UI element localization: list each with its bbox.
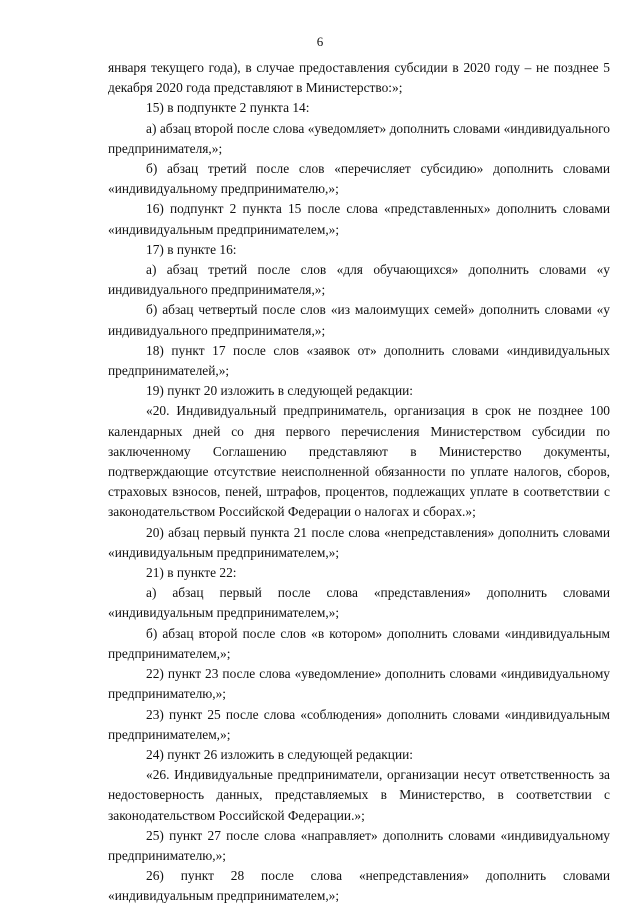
document-body xyxy=(108,58,610,907)
paragraph-item-19: 19) пункт 20 изложить в следующей редакции: xyxy=(146,383,414,399)
paragraph-quote-20: «20. Индивидуальный предприниматель, организация в срок не позднее 100 календарных дней со дня первого перечисления Министерством субсидии по заключенному Соглашению представляют в Министерство документы, подтверждающие отсутствие неисполненной обязанности по уплате налогов, сборов, страховых взносов, пеней, штрафов, процентов, подлежащих уплате в соответствии с законодательством Российской Федерации о налогах и сборах.»; xyxy=(108,403,610,520)
page-number: 6 xyxy=(316,34,324,49)
paragraph-item-15: 15) в подпункте 2 пункта 14: xyxy=(146,100,310,116)
paragraph-item-16: 16) подпункт 2 пункта 15 после слова «представленных» дополнить словами «индивидуальным предпринимателем,»; xyxy=(108,201,610,237)
paragraph-quote-26: «26. Индивидуальные предприниматели, организации несут ответственность за недостоверность данных, представляемых в Министерство, в соответствии с законодательством Российской Федерации.»; xyxy=(108,767,610,823)
paragraph-item-21a: а) абзац первый после слова «представления» дополнить словами «индивидуальным предпринимателем,»; xyxy=(108,585,610,621)
paragraph-item-15a: а) абзац второй после слова «уведомляет» дополнить словами «индивидуального предпринимателя,»; xyxy=(108,120,610,156)
paragraph-item-25: 25) пункт 27 после слова «направляет» дополнить словами «индивидуальному предпринимателю,»; xyxy=(108,827,610,863)
paragraph-continuation: января текущего года), в случае предоставления субсидии в 2020 году – не позднее 5 декабря 2020 года представляют в Министерство:»; xyxy=(108,60,610,96)
paragraph-item-21: 21) в пункте 22: xyxy=(146,565,237,581)
paragraph-item-23: 23) пункт 25 после слова «соблюдения» дополнить словами «индивидуальным предпринимателем,»; xyxy=(108,706,610,742)
paragraph-item-17b: б) абзац четвертый после слов «из малоимущих семей» дополнить словами «у индивидуального предпринимателя,»; xyxy=(108,302,610,338)
paragraph-item-24: 24) пункт 26 изложить в следующей редакции: xyxy=(146,746,414,762)
paragraph-item-22: 22) пункт 23 после слова «уведомление» дополнить словами «индивидуальному предпринимателю,»; xyxy=(108,666,610,702)
paragraph-item-17: 17) в пункте 16: xyxy=(146,241,237,257)
paragraph-item-21b: б) абзац второй после слов «в котором» дополнить словами «индивидуальным предпринимателем,»; xyxy=(108,625,610,661)
paragraph-item-15b: б) абзац третий после слов «перечисляет субсидию» дополнить словами «индивидуальному предпринимателю,»; xyxy=(108,161,610,197)
paragraph-item-17a: а) абзац третий после слов «для обучающихся» дополнить словами «у индивидуального предпринимателя,»; xyxy=(108,262,610,298)
paragraph-item-26: 26) пункт 28 после слова «непредставления» дополнить словами «индивидуальным предпринимателем,»; xyxy=(108,868,610,904)
paragraph-item-20: 20) абзац первый пункта 21 после слова «непредставления» дополнить словами «индивидуальным предпринимателем,»; xyxy=(108,524,610,560)
paragraph-item-18: 18) пункт 17 после слов «заявок от» дополнить словами «индивидуальных предпринимателей,»; xyxy=(108,342,610,379)
